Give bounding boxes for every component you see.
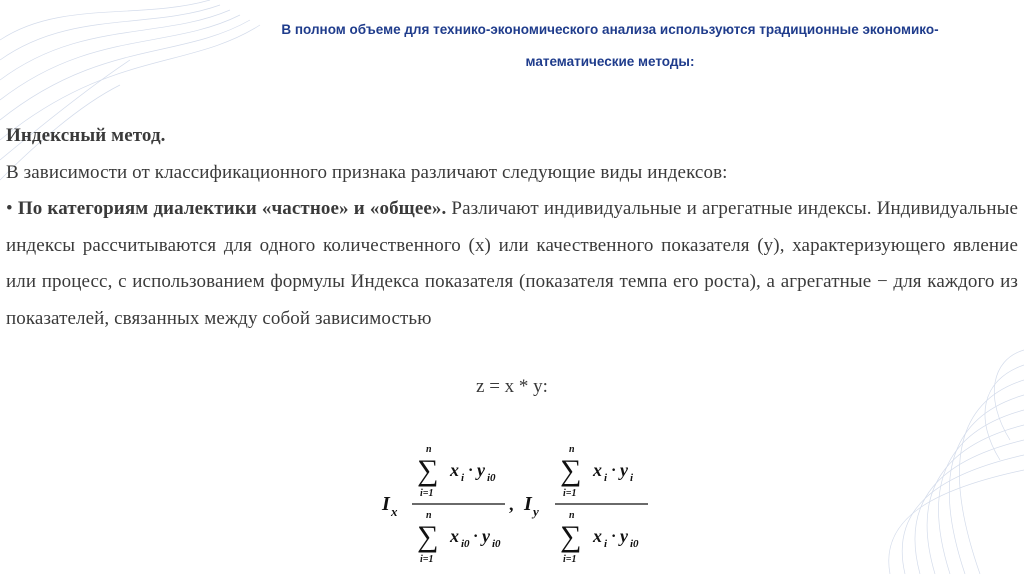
iy-sub: y [533,504,539,519]
iy-num-sum-upper: n [569,444,575,455]
iy-num-a: x [593,460,602,480]
iy-num-a-sub: i [604,472,608,484]
bullet-bold-text: По категориям диалектики «частное» и «общее». [17,198,447,219]
ix-num-a: x [450,460,459,480]
iy-num-sum: ∑ [560,454,582,487]
ix-den-sum-upper: n [426,510,432,521]
ix-den-a-sub: i0 [461,538,470,550]
main-content [6,118,1018,337]
ix-num-sum: ∑ [417,454,439,487]
relation-formula: z = x * y: [476,376,548,397]
iy-den-b: y [620,526,628,546]
ix-num-dot: · [468,462,474,479]
ix-num-b: y [477,460,485,480]
ix-sub: x [391,504,398,519]
slide-header [200,14,1020,78]
bullet-symbol: • [6,198,13,219]
iy-den-b-sub: i0 [630,538,639,550]
ix-num-sum-upper: n [426,444,432,455]
iy-num-dot: · [611,462,617,479]
ix-den-sum-lower: i=1 [420,554,434,565]
ix-label: I [382,493,390,515]
ix-num-a-sub: i [461,472,465,484]
ix-den-dot: · [473,528,479,545]
iy-den-sum: ∑ [560,520,582,553]
iy-num-b: y [620,460,628,480]
bullet-text: Различают индивидуальные и агрегатные индексы. Индивидуальные индексы рассчитываются для одного количественного (x) или качественного показателя (y), характеризующего явление или процесс, с использованием формулы Индекса показателя (показателя темпа его роста), а агрегатные − для каждого из показателей, связанных между собой зависимостью [6,198,1018,329]
iy-den-a: x [593,526,602,546]
iy-label: I [524,493,532,515]
iy-den-dot: · [611,528,617,545]
ix-num-b-sub: i0 [487,472,496,484]
header-line-1: В полном объеме для технико-экономического анализа используются традиционные экономико- [281,22,939,37]
iy-den-a-sub: i [604,538,608,550]
iy-num-sum-lower: i=1 [563,488,577,499]
header-line-2: математические методы: [525,54,695,69]
section-title: Индексный метод. [6,125,166,146]
iy-num-b-sub: i [630,472,634,484]
formula-separator: , [509,494,514,514]
ix-den-sum: ∑ [417,520,439,553]
bullet-paragraph [6,191,1018,337]
ix-num-sum-lower: i=1 [420,488,434,499]
ix-den-b: y [482,526,490,546]
iy-den-sum-lower: i=1 [563,554,577,565]
ix-den-b-sub: i0 [492,538,501,550]
iy-den-sum-upper: n [569,510,575,521]
ix-den-a: x [450,526,459,546]
index-formula [372,438,672,570]
intro-paragraph: В зависимости от классификационного признака различают следующие виды индексов: [6,161,728,183]
